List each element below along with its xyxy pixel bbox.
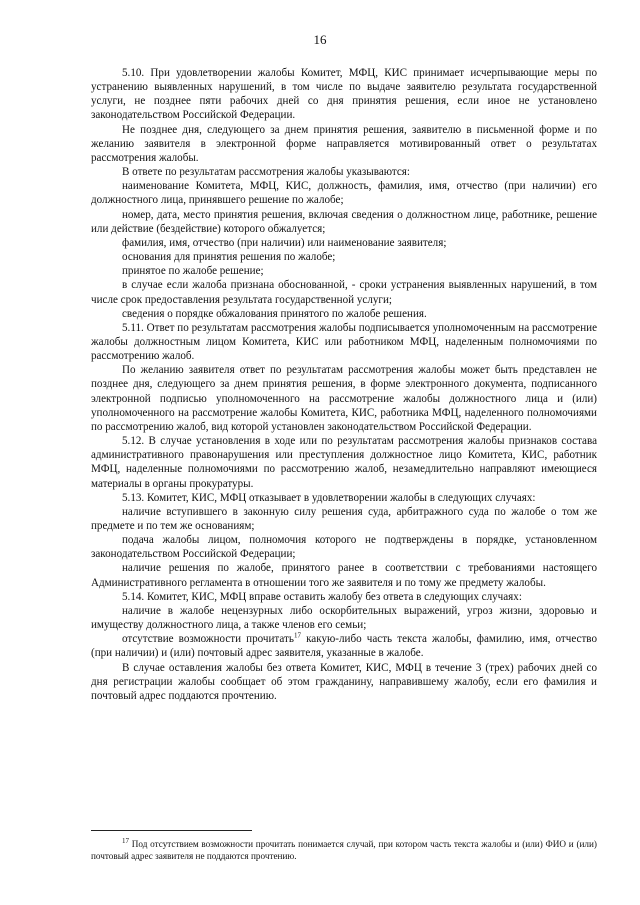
footnote-number: 17 (122, 836, 129, 845)
list-item-official-name: наименование Комитета, МФЦ, КИС, должность, фамилия, имя, отчество (при наличии) его должностного лица, принявшего решение по жалобе; (91, 180, 597, 207)
paragraph-response-contents-intro: В ответе по результатам рассмотрения жалобы указываются: (122, 166, 410, 179)
footnote-text: Под отсутствием возможности прочитать понимается случай, при котором часть текста жалобы и (или) ФИО и (или) почтовый адрес заявителя не поддаются прочтению. (91, 839, 597, 861)
paragraph-5-14: 5.14. Комитет, КИС, МФЦ вправе оставить жалобу без ответа в следующих случаях: (122, 590, 522, 603)
footnote-reference[interactable]: 17 (293, 631, 301, 640)
paragraph-5-10: 5.10. При удовлетворении жалобы Комитет, МФЦ, КИС принимает исчерпывающие меры по устранению выявленных нарушений, в том числе по выдаче заявителю результата государственной услуги, не позднее пяти рабочих дней со дня принятия решения, если иное не установлено законодательством Российской Федерации. (91, 67, 597, 122)
unreadable-text-start: отсутствие возможности прочитать (122, 633, 294, 646)
footnote (91, 838, 597, 862)
paragraph-no-response-notice: В случае оставления жалобы без ответа Комитет, КИС, МФЦ в течение 3 (трех) рабочих дней со дня регистрации жалобы сообщает об этом гражданину, направившему жалобу, если его фамилия и почтовый адрес поддаются прочтению. (91, 661, 597, 702)
list-item-prior-decision: наличие решения по жалобе, принятого ранее в соответствии с требованиями настоящего Административного регламента в отношении того же заявителя и по тому же предмету жалобы. (91, 562, 597, 589)
list-item-appeal-procedure: сведения о порядке обжалования принятого по жалобе решения. (122, 307, 427, 320)
footnote-divider (91, 830, 252, 831)
paragraph-5-11: 5.11. Ответ по результатам рассмотрения жалобы подписывается уполномоченным на рассмотрение жалобы должностным лицом Комитета, КИС или работником МФЦ, наделенным полномочиями по рассмотрению жалоб. (91, 321, 597, 363)
page-number: 16 (313, 32, 327, 47)
paragraph-5-13: 5.13. Комитет, КИС, МФЦ отказывает в удовлетворении жалобы в следующих случаях: (122, 491, 536, 504)
list-item-unauthorized-filer: подача жалобы лицом, полномочия которого не подтверждены в порядке, установленном законодательством Российской Федерации; (91, 534, 597, 561)
list-item-decision-number: номер, дата, место принятия решения, включая сведения о должностном лице, работнике, решение или действие (бездействие) которого обжалуется; (91, 208, 597, 235)
document-body (91, 66, 597, 703)
unreadable-text-end: какую-либо часть текста жалобы, фамилию, имя, отчество (при наличии) и (или) почтовый адрес заявителя, указанные в жалобе. (91, 633, 597, 660)
list-item-court-decision: наличие вступившего в законную силу решения суда, арбитражного суда по жалобе о том же предмете и по тем же основаниям; (91, 505, 597, 532)
paragraph-electronic-response: По желанию заявителя ответ по результатам рассмотрения жалобы может быть представлен не позднее дня, следующего за днем принятия решения, в форме электронного документа, подписанного электронной подписью уполномоченного на рассмотрение жалобы должностного лица и (или) уполномоченного на рассмотрение жалобы Комитета, КИС, работника МФЦ, наделенного полномочиями по рассмотрению жалоб, вид которой установлен законодательством Российской Федерации. (91, 364, 597, 433)
list-item-applicant-name: фамилия, имя, отчество (при наличии) или наименование заявителя; (122, 236, 447, 249)
list-item-grounds: основания для принятия решения по жалобе; (122, 251, 336, 264)
list-item-remedy-terms: в случае если жалоба признана обоснованной, - сроки устранения выявленных нарушений, в том числе срок предоставления результата государственной услуги; (91, 279, 597, 306)
paragraph-5-12: 5.12. В случае установления в ходе или по результатам рассмотрения жалобы признаков состава административного правонарушения или преступления должностное лицо Комитета, КИС, работник МФЦ, наделенные полномочиями по рассмотрению жалоб, незамедлительно направляют имеющиеся материалы в органы прокуратуры. (91, 435, 597, 490)
list-item-unreadable-text (91, 632, 597, 660)
paragraph-response-deadline: Не позднее дня, следующего за днем принятия решения, заявителю в письменной форме и по желанию заявителя в электронной форме направляется мотивированный ответ о результатах рассмотрения жалобы. (91, 123, 597, 164)
list-item-offensive-language: наличие в жалобе нецензурных либо оскорбительных выражений, угроз жизни, здоровью и имуществу должностного лица, а также членов его семьи; (91, 604, 597, 632)
list-item-decision: принятое по жалобе решение; (122, 265, 264, 278)
